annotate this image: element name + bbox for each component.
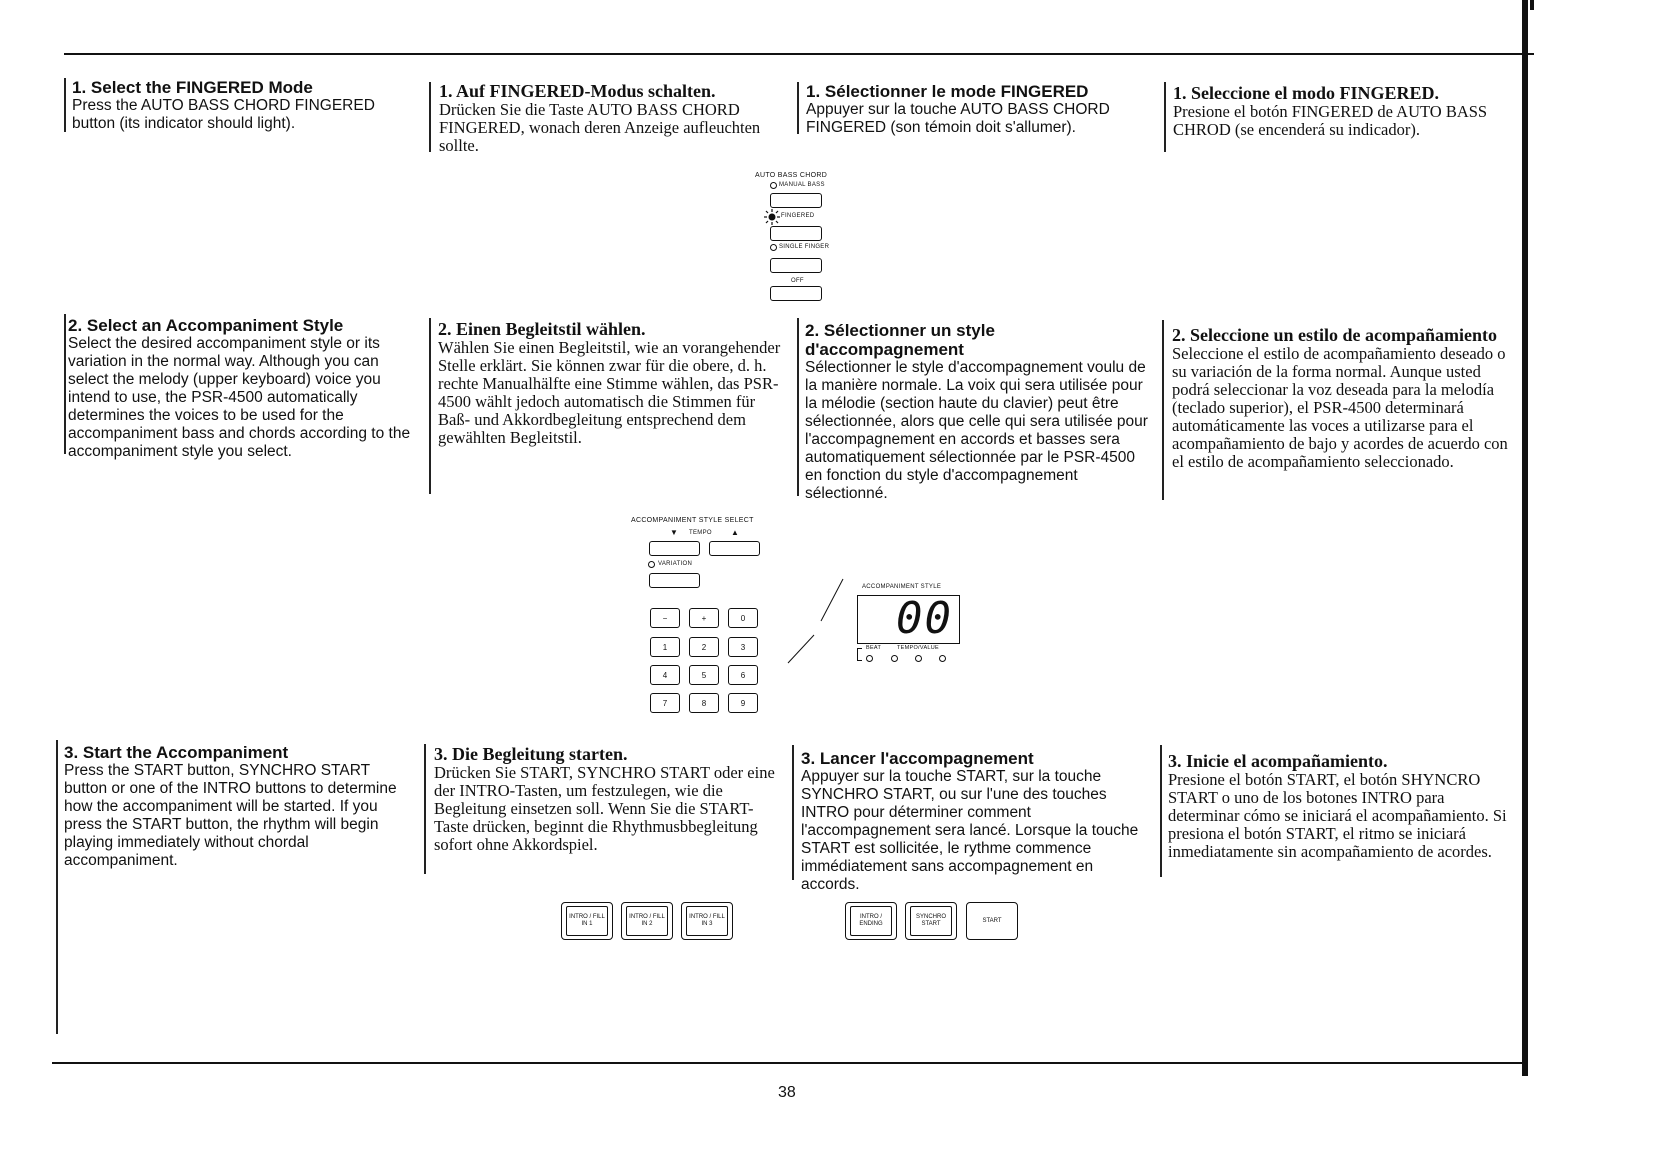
page-number: 38 — [778, 1084, 796, 1101]
tempo-up-button[interactable] — [709, 541, 760, 556]
bottom-rule — [52, 1062, 1524, 1064]
column-bar — [429, 82, 431, 152]
start-button[interactable] — [966, 902, 1018, 940]
german-step-3 — [434, 745, 786, 854]
start-label: START — [982, 917, 1002, 924]
beat-led-4 — [939, 655, 946, 662]
connector-lines — [785, 575, 845, 665]
fingered-led-lit-icon — [764, 209, 780, 225]
tempo-down-arrow-icon: ▼ — [670, 528, 679, 537]
spanish-step-2-title: 2. Seleccione un estilo de acompañamiento — [1172, 325, 1497, 345]
spanish-step-2 — [1172, 326, 1517, 471]
spanish-step-3-title: 3. Inicie el acompañamiento. — [1168, 751, 1388, 771]
spanish-step-1-title: 1. Seleccione el modo FINGERED. — [1173, 83, 1439, 103]
manual-bass-button[interactable] — [770, 193, 822, 208]
german-step-3-title: 3. Die Begleitung starten. — [434, 744, 628, 764]
variation-label: VARIATION — [658, 561, 693, 567]
intro-ending-button[interactable] — [845, 902, 897, 940]
single-finger-led — [770, 244, 777, 251]
french-step-2 — [805, 321, 1155, 503]
minus-key[interactable]: − — [650, 608, 680, 628]
beat-led-2 — [891, 655, 898, 662]
number-key-8[interactable]: 8 — [689, 693, 719, 713]
french-step-1 — [806, 82, 1156, 137]
number-key-0[interactable]: 0 — [728, 608, 758, 628]
french-step-3-title: 3. Lancer l'accompagnement — [801, 749, 1034, 768]
top-corner-mark — [1530, 0, 1534, 10]
tempo-up-arrow-icon: ▲ — [731, 528, 740, 537]
french-step-1-title: 1. Sélectionner le mode FINGERED — [806, 82, 1089, 101]
english-step-3 — [64, 743, 414, 870]
number-key-2[interactable]: 2 — [689, 637, 719, 657]
number-key-1[interactable]: 1 — [650, 637, 680, 657]
german-step-1-body: Drücken Sie die Taste AUTO BASS CHORD FINGERED, wonach deren Anzeige aufleuchten sollte. — [439, 100, 761, 155]
fingered-label: FINGERED — [781, 213, 815, 219]
top-rule — [64, 53, 1534, 55]
english-step-2 — [68, 316, 416, 461]
english-step-2-body: Select the desired accompaniment style or its variation in the normal way. Although you can select the melody (upper keyboard) voice you intend to use, the PSR-4500 automatically determines the voices to be used for the accompaniment bass and chords according to the accompaniment style you select. — [68, 335, 411, 460]
column-bar — [797, 318, 799, 496]
french-step-2-title: 2. Sélectionner un style d'accompagnement — [805, 321, 995, 359]
spanish-step-3 — [1168, 752, 1518, 861]
number-key-4[interactable]: 4 — [650, 665, 680, 685]
single-finger-button[interactable] — [770, 258, 822, 273]
fingered-button[interactable] — [770, 226, 822, 241]
plus-key[interactable]: + — [689, 608, 719, 628]
column-bar — [424, 744, 426, 874]
german-step-2-title: 2. Einen Begleitstil wählen. — [438, 319, 646, 339]
intro-fill-in-2-label: INTRO / FILL IN 2 — [626, 906, 668, 936]
column-bar — [64, 314, 66, 454]
english-step-3-title: 3. Start the Accompaniment — [64, 743, 289, 762]
number-key-9[interactable]: 9 — [728, 693, 758, 713]
french-step-2-body: Sélectionner le style d'accompagnement voulu de la manière normale. La voix qui sera utilisée pour la mélodie (section haute du clavier) peut être sélectionnée, alors que celle qui sera utilisée pour l'accompagnement en accords et basses sera automatiquement sélectionnée par le PSR-4500 en fonction du style d'accompagnement sélectionné. — [805, 359, 1148, 502]
off-button[interactable] — [770, 286, 822, 301]
english-step-1-title: 1. Select the FINGERED Mode — [72, 78, 313, 97]
column-bar — [1164, 82, 1166, 152]
spanish-step-1 — [1173, 84, 1518, 139]
german-step-1 — [439, 82, 791, 155]
german-step-2-body: Wählen Sie einen Begleitstil, wie an vorangehender Stelle erklärt. Sie können zwar für die obere, d. h. rechte Manualhälfte eine Stimme wählen, das PSR-4500 wählt jedoch automatisch die Stimmen für Baß- und Akkordbegleitung entsprechend dem gewählten Begleitstil. — [438, 338, 781, 447]
beat-label: BEAT — [866, 645, 882, 651]
french-step-3-body: Appuyer sur la touche START, sur la touche SYNCHRO START, ou sur l'une des touches INTRO pour déterminer comment l'accompagnement sera lancé. Lorsque la touche START est sollicitée, le rythme commence immédiatement sans accompagnement en accords. — [801, 768, 1139, 893]
german-step-2 — [438, 320, 790, 447]
variation-button[interactable] — [649, 573, 700, 588]
right-edge-bar — [1522, 0, 1528, 1076]
manual-bass-led — [770, 182, 777, 189]
english-step-1-body: Press the AUTO BASS CHORD FINGERED button (its indicator should light). — [72, 97, 375, 132]
manual-bass-label: MANUAL BASS — [779, 182, 825, 188]
english-step-3-body: Press the START button, SYNCHRO START button or one of the INTRO buttons to determine how the accompaniment will be started. If you press the START button, the rhythm will begin playing immediately without chordal accompaniment. — [64, 762, 397, 869]
intro-fill-in-3-label: INTRO / FILL IN 3 — [686, 906, 728, 936]
off-label: OFF — [791, 278, 804, 284]
english-step-2-title: 2. Select an Accompaniment Style — [68, 316, 344, 335]
column-bar — [797, 82, 799, 134]
english-step-1 — [72, 78, 417, 133]
column-bar — [56, 740, 58, 1034]
accompaniment-style-select-title: ACCOMPANIMENT STYLE SELECT — [631, 517, 754, 524]
synchro-start-button[interactable] — [905, 902, 957, 940]
auto-bass-chord-title: AUTO BASS CHORD — [755, 172, 828, 179]
beat-led-3 — [915, 655, 922, 662]
spanish-step-2-body: Seleccione el estilo de acompañamiento deseado o su variación de la forma normal. Aunque usted podrá seleccionar la voz deseada para la melodía (teclado superior), el PSR-4500 determinará automáticamente las voces a utilizarse para el acompañamiento de bajo y acordes de acuerdo con el estilo de acompañamiento seleccionado. — [1172, 344, 1508, 471]
display-bracket — [857, 648, 862, 661]
spanish-step-3-body: Presione el botón START, el botón SHYNCRO START o uno de los botones INTRO para determinar cómo se iniciará el acompañamiento. Si presiona el botón START, el ritmo se iniciará inmediatamente sin acompañamiento de acordes. — [1168, 770, 1507, 861]
single-finger-label: SINGLE FINGER — [779, 244, 830, 250]
intro-ending-label: INTRO / ENDING — [850, 906, 892, 936]
beat-led-1 — [866, 655, 873, 662]
number-key-5[interactable]: 5 — [689, 665, 719, 685]
synchro-start-label: SYNCHRO START — [910, 906, 952, 936]
german-step-1-title: 1. Auf FINGERED-Modus schalten. — [439, 81, 716, 101]
display-value: 00 — [896, 593, 953, 644]
french-step-1-body: Appuyer sur la touche AUTO BASS CHORD FINGERED (son témoin doit s'allumer). — [806, 101, 1110, 136]
tempo-value-label: TEMPO/VALUE — [897, 645, 940, 651]
intro-fill-in-1-button[interactable] — [561, 902, 613, 940]
column-bar — [792, 745, 794, 880]
column-bar — [1162, 320, 1164, 500]
tempo-label: TEMPO — [689, 530, 712, 536]
intro-fill-in-1-label: INTRO / FILL IN 1 — [566, 906, 608, 936]
tempo-down-button[interactable] — [649, 541, 700, 556]
variation-led — [648, 561, 655, 568]
column-bar — [1160, 745, 1162, 877]
spanish-step-1-body: Presione el botón FINGERED de AUTO BASS CHROD (se encenderá su indicador). — [1173, 102, 1488, 139]
column-bar — [429, 318, 431, 494]
display-title: ACCOMPANIMENT STYLE — [862, 584, 942, 590]
number-key-6[interactable]: 6 — [728, 665, 758, 685]
french-step-3 — [801, 749, 1151, 894]
german-step-3-body: Drücken Sie START, SYNCHRO START oder eine der INTRO-Tasten, um festzulegen, wie die Begleitung einsetzen soll. Wenn Sie die START-Taste drücken, beginnt die Rhythmusbbegleitung sofort ohne Akkordspiel. — [434, 763, 775, 854]
display-screen — [857, 595, 960, 644]
intro-fill-in-3-button[interactable] — [681, 902, 733, 940]
number-key-7[interactable]: 7 — [650, 693, 680, 713]
number-key-3[interactable]: 3 — [728, 637, 758, 657]
intro-fill-in-2-button[interactable] — [621, 902, 673, 940]
column-bar — [64, 78, 66, 132]
